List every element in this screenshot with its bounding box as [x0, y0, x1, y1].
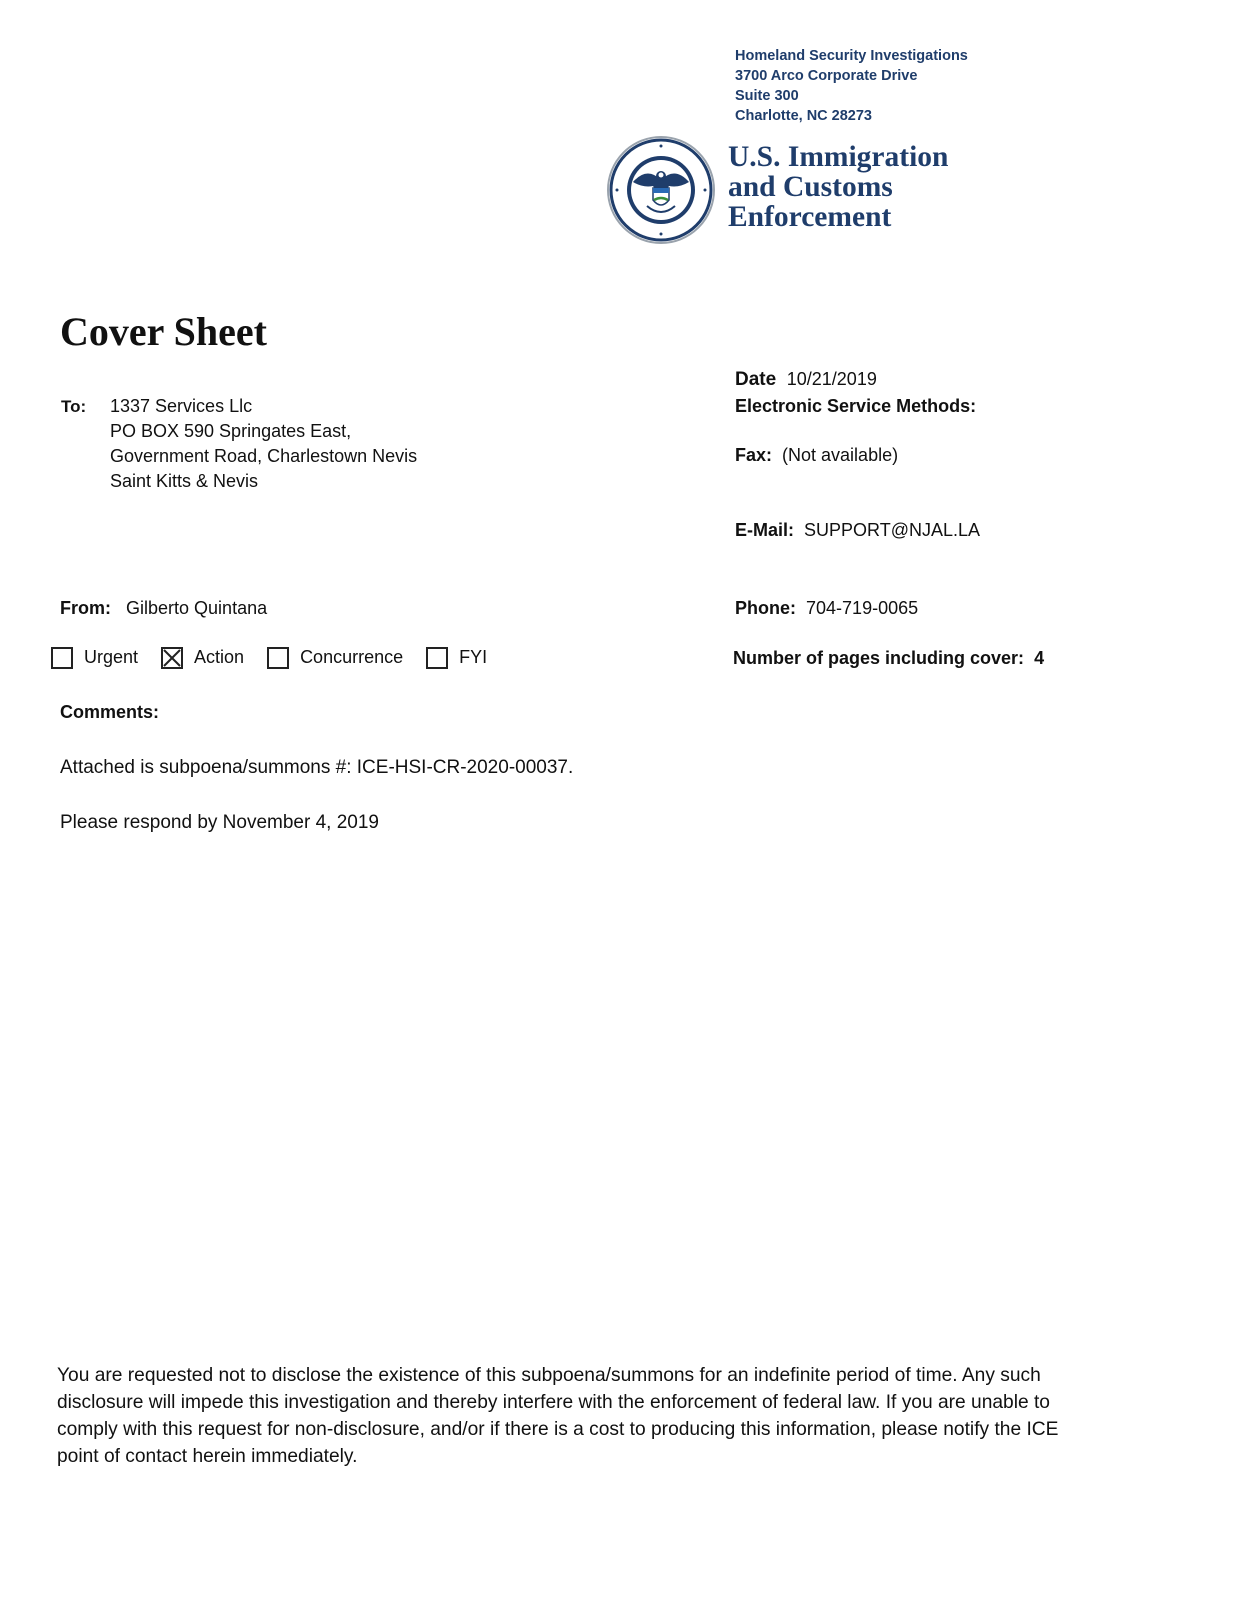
agency-line: and Customs — [728, 171, 893, 203]
checkbox-box-checked[interactable] — [161, 647, 183, 669]
email-row — [735, 518, 980, 543]
address-line: Suite 300 — [735, 88, 799, 104]
email-value: SUPPORT@NJAL.LA — [804, 520, 981, 540]
notice-line: disclosure will impede this investigation and thereby interfere with the enforcement of federal law. If you are unable to — [57, 1392, 1050, 1413]
phone-row — [735, 596, 918, 621]
checkbox-label: FYI — [459, 647, 488, 667]
page-count-value: 4 — [1034, 648, 1045, 668]
electronic-service-label: Electronic Service Methods: — [735, 396, 977, 416]
nondisclosure-notice — [57, 1362, 1167, 1470]
to-line: PO BOX 590 Springates East, — [110, 421, 352, 441]
check-x-icon — [163, 649, 181, 667]
comment-respond: Please respond by November 4, 2019 — [60, 812, 379, 833]
comments-label: Comments: — [60, 702, 160, 722]
agency-line: Enforcement — [728, 201, 892, 233]
notice-line: point of contact herein immediately. — [57, 1446, 358, 1467]
address-line: 3700 Arco Corporate Drive — [735, 68, 918, 84]
address-line: Charlotte, NC 28273 — [735, 108, 872, 124]
letterhead-address — [735, 46, 968, 126]
to-line: 1337 Services Llc — [110, 396, 253, 416]
from-label: From: — [60, 598, 111, 618]
checkbox-fyi[interactable] — [426, 645, 487, 670]
date-value: 10/21/2019 — [786, 369, 877, 389]
address-line: Homeland Security Investigations — [735, 48, 968, 64]
phone-label: Phone: — [735, 598, 796, 618]
checkbox-box[interactable] — [267, 647, 289, 669]
notice-line: comply with this request for non-disclosure, and/or if there is a cost to producing this information, please notify the ICE — [57, 1419, 1059, 1440]
checkbox-urgent[interactable] — [51, 645, 138, 670]
page-title: Cover Sheet — [60, 309, 267, 354]
checkbox-action[interactable] — [161, 645, 244, 670]
checkbox-concurrence[interactable] — [267, 645, 403, 670]
checkbox-label: Action — [194, 647, 245, 667]
to-line: Government Road, Charlestown Nevis — [110, 446, 418, 466]
notice-line: You are requested not to disclose the existence of this subpoena/summons for an indefinite period of time. Any such — [57, 1365, 1041, 1386]
to-label: To: — [61, 397, 87, 416]
checkbox-box[interactable] — [426, 647, 448, 669]
to-address — [110, 394, 417, 494]
date-row — [735, 367, 877, 392]
fax-value: (Not available) — [782, 445, 899, 465]
checkbox-label: Concurrence — [300, 647, 404, 667]
from-value: Gilberto Quintana — [126, 598, 268, 618]
dhs-seal-icon — [607, 136, 715, 244]
page-count-row — [733, 646, 1044, 671]
from-row — [60, 596, 267, 621]
agency-name — [728, 142, 948, 232]
fax-label: Fax: — [735, 445, 773, 465]
fax-row — [735, 443, 898, 468]
email-label: E-Mail: — [735, 520, 795, 540]
phone-value: 704-719-0065 — [806, 598, 919, 618]
routing-checkboxes — [51, 645, 510, 670]
agency-line: U.S. Immigration — [728, 141, 949, 173]
comment-attached: Attached is subpoena/summons #: ICE-HSI-CR-2020-00037. — [60, 757, 574, 778]
date-label: Date — [735, 369, 777, 390]
to-line: Saint Kitts & Nevis — [110, 471, 259, 491]
page-count-label: Number of pages including cover: — [733, 648, 1025, 668]
checkbox-box[interactable] — [51, 647, 73, 669]
checkbox-label: Urgent — [84, 647, 139, 667]
